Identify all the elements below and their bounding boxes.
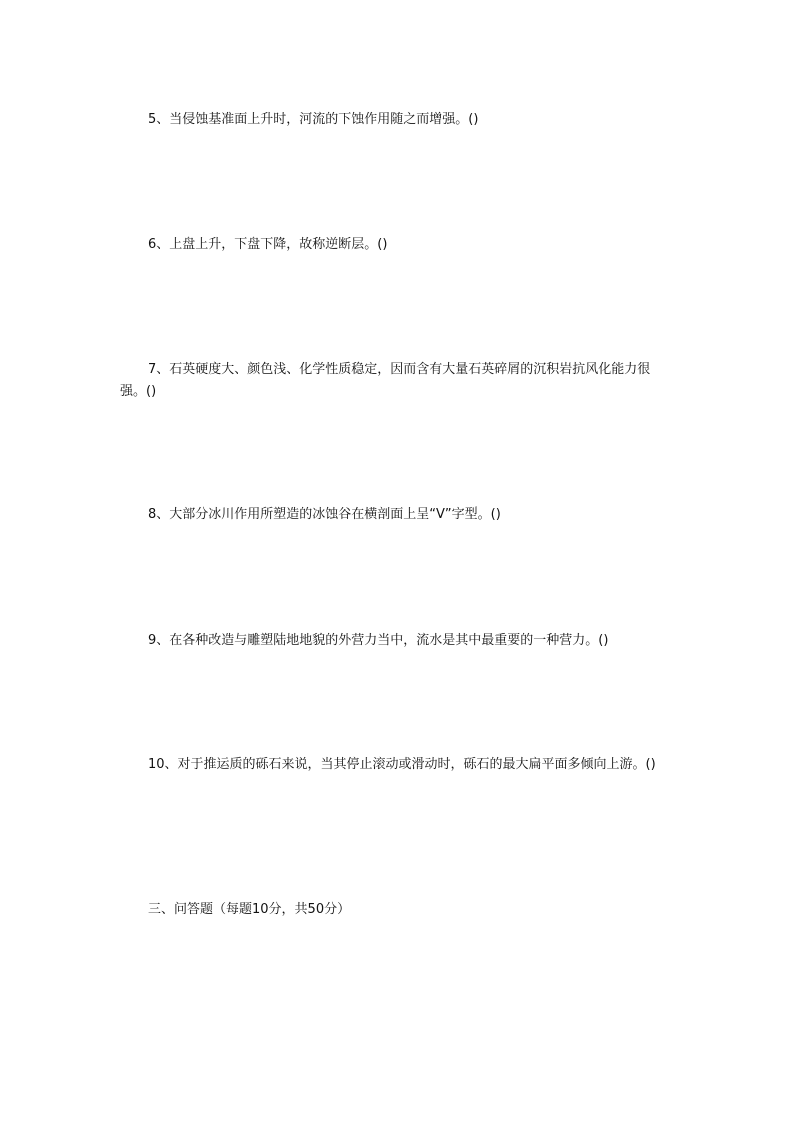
question-7: 7、石英硬度大、颜色浅、化学性质稳定，因而含有大量石英碎屑的沉积岩抗风化能力很强。() (120, 362, 651, 399)
question-6: 6、上盘上升，下盘下降，故称逆断层。() (148, 237, 388, 252)
question-10: 10、对于推运质的砾石来说，当其停止滚动或滑动时，砾石的最大扁平面多倾向上游。() (148, 757, 656, 772)
section-heading-qa: 三、问答题（每题10分，共50分） (148, 902, 351, 917)
question-9: 9、在各种改造与雕塑陆地地貌的外营力当中，流水是其中最重要的一种营力。() (148, 633, 609, 648)
question-5: 5、当侵蚀基准面上升时，河流的下蚀作用随之而增强。() (148, 112, 479, 127)
question-8: 8、大部分冰川作用所塑造的冰蚀谷在横剖面上呈“V”字型。() (148, 507, 501, 522)
